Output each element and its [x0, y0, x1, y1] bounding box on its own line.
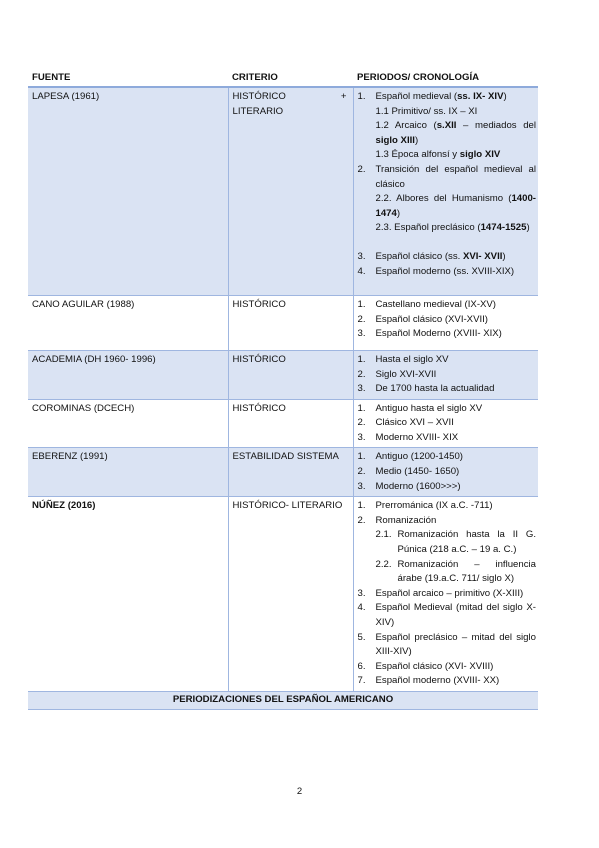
criterio-cell: HISTÓRICO	[228, 399, 353, 448]
header-fuente: FUENTE	[28, 70, 228, 87]
fuente-cell: LAPESA (1961)	[28, 87, 228, 296]
fuente-cell: ACADEMIA (DH 1960- 1996)	[28, 350, 228, 399]
criterio-cell: HISTÓRICO- LITERARIO	[228, 497, 353, 692]
header-criterio: CRITERIO	[228, 70, 353, 87]
criterio-cell	[228, 87, 353, 296]
table-row	[28, 399, 538, 448]
table-row	[28, 296, 538, 351]
list-item: 1.3 Época alfonsí y siglo XIV	[375, 149, 501, 161]
list-item: 2.2. Albores del Humanismo (1400-1474)	[375, 193, 536, 219]
periodos-cell: 1. Español medieval (ss. IX- XIV) 1.1 Primitivo/ ss. IX – XI 1.2 Arcaico (s.XII – mediados del siglo XIII) 1.3 Época alfonsí y siglo XIV 2. Transición del español medieval al clásico 2.2. Albores del Humanismo (1400-1474) 2.3. Español preclásico (1474-1525) 3. Español clásico (ss. XVI- XVII) 4. Español moderno (ss. XVIII-XIX)	[353, 87, 538, 296]
table-row	[28, 448, 538, 497]
list-item: 3. Español clásico (ss. XVI- XVII)	[357, 250, 506, 262]
fuente-cell: COROMINAS (DCECH)	[28, 399, 228, 448]
table-row	[28, 497, 538, 692]
criterio-text: LITERARIO	[232, 105, 284, 117]
table-row	[28, 87, 538, 296]
list-item: 1.1 Primitivo/ ss. IX – XI	[375, 105, 478, 117]
section-title: PERIODIZACIONES DEL ESPAÑOL AMERICANO	[28, 691, 538, 709]
criterio-cell: ESTABILIDAD SISTEMA	[228, 448, 353, 497]
list-item: 1.2 Arcaico (s.XII – mediados del siglo XIII)	[375, 120, 537, 146]
list-item: 2.3. Español preclásico (1474-1525)	[375, 222, 530, 234]
list-item: 2. Transición del español medieval al clásico	[357, 163, 536, 190]
periodos-cell: 1. Hasta el siglo XV 2. Siglo XVI-XVII 3. De 1700 hasta la actualidad	[353, 350, 538, 399]
criterio-text: HISTÓRICO	[232, 91, 286, 102]
table-row	[28, 350, 538, 399]
fuente-cell: NÚÑEZ (2016)	[28, 497, 228, 692]
page-number: 2	[296, 786, 303, 797]
periodization-table	[28, 70, 538, 710]
periodos-cell: 1. Castellano medieval (IX-XV) 2. Español clásico (XVI-XVII) 3. Español Moderno (XVIII- XIX)	[353, 296, 538, 351]
criterio-cell: HISTÓRICO	[228, 350, 353, 399]
periodos-cell: 1. Antiguo hasta el siglo XV 2. Clásico XVI – XVII 3. Moderno XVIII- XIX	[353, 399, 538, 448]
criterio-cell: HISTÓRICO	[228, 296, 353, 351]
periodos-cell: 1. Antiguo (1200-1450) 2. Medio (1450- 1650) 3. Moderno (1600>>>)	[353, 448, 538, 497]
fuente-cell: EBERENZ (1991)	[28, 448, 228, 497]
periodos-cell: 1. Prerrománica (IX a.C. -711) 2. Romanización 2.1. Romanización hasta la II G. Púnica (218 a.C. – 19 a. C.) 2.2. Romanización – influencia árabe (19.a.C. 711/ siglo X) 3. Español arcaico – primitivo (X-XIII) 4. Español Medieval (mitad del siglo X- XIV) 5. Español preclásico – mitad del siglo XIII-XIV) 6. Español clásico (XVI- XVIII) 7. Español moderno (XVIII- XX)	[353, 497, 538, 692]
header-periodos: PERIODOS/ CRONOLOGÍA	[353, 70, 538, 87]
criterio-plus: +	[340, 91, 347, 102]
fuente-cell: CANO AGUILAR (1988)	[28, 296, 228, 351]
list-item: 4. Español moderno (ss. XVIII-XIX)	[357, 265, 515, 277]
table-section-row	[28, 691, 538, 709]
table-header-row	[28, 70, 538, 87]
